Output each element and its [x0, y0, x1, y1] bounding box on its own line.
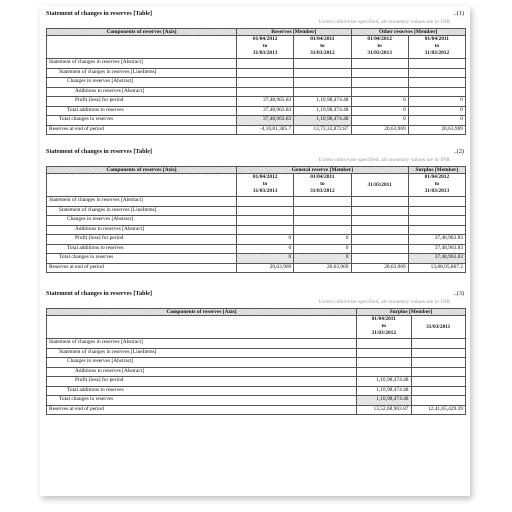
reserves-table-2 — [46, 166, 466, 273]
row-label: Profit (loss) for period — [47, 377, 357, 387]
document-page — [40, 6, 470, 496]
table-title: Statement of changes in reserves [Table] — [46, 10, 153, 17]
table-row — [47, 59, 466, 69]
reserves-table-3 — [46, 308, 466, 415]
cell-value: 0 — [351, 116, 408, 126]
group-header: Surplus [Member] — [357, 309, 466, 316]
row-label: Statement of changes in reserves [Abstract] — [47, 197, 237, 207]
row-label: Reserves at end of period — [47, 405, 357, 415]
row-label: Total changes in reserves — [47, 116, 237, 126]
table-row — [47, 367, 466, 377]
table-row — [47, 68, 466, 78]
row-label: Profit (loss) for period — [47, 235, 237, 245]
table-row — [47, 106, 466, 116]
axis-header: Components of reserves [Axis] — [47, 29, 237, 36]
date-header: 01/04/2012 to 31/03/2013 — [237, 36, 294, 59]
row-label: Total changes in reserves — [47, 254, 237, 264]
row-label: Profit (loss) for period — [47, 97, 237, 107]
date-row — [47, 174, 466, 197]
row-label: Changes in reserves [Abstract] — [47, 78, 237, 88]
date-header-blank — [47, 36, 237, 59]
date-header: 01/04/2012 to 31/03/2013 — [237, 174, 294, 197]
table-row — [47, 254, 466, 264]
cell-value: 13,73,32,872.87 — [294, 125, 351, 135]
cell-value: 20,63,969 — [237, 263, 294, 273]
date-row — [47, 36, 466, 59]
reserves-section-3 — [46, 290, 466, 415]
section-header — [46, 10, 466, 25]
cell-value: 0 — [237, 254, 294, 264]
cell-value: 0 — [237, 235, 294, 245]
cell-value: 0 — [294, 235, 351, 245]
cell-value: 1,10,98,474.48 — [294, 106, 351, 116]
date-header: 01/04/2011 to 31/03/2012 — [294, 36, 351, 59]
cell-value: 37,48,963.83 — [237, 116, 294, 126]
reserves-section-2 — [46, 148, 466, 273]
table-row — [47, 386, 466, 396]
cell-value: 1,10,98,474.48 — [294, 97, 351, 107]
table-row — [47, 206, 466, 216]
cell-value: 37,48,963.83 — [408, 235, 465, 245]
row-label: Total additions to reserves — [47, 244, 237, 254]
table-row — [47, 396, 466, 406]
row-label: Total changes in reserves — [47, 396, 357, 406]
section-header — [46, 290, 466, 305]
cell-value: -4,10,81,385.7 — [237, 125, 294, 135]
table-number: ..(3) — [453, 290, 464, 297]
cell-value: 1,10,98,474.48 — [357, 396, 412, 406]
group-header: General reserve [Member] — [237, 167, 409, 174]
cell-value: 37,48,963.83 — [408, 244, 465, 254]
row-label: Reserves at end of period — [47, 125, 237, 135]
cell-value: 0 — [237, 244, 294, 254]
row-label: Additions to reserves [Abstract] — [47, 367, 357, 377]
cell-value: 20,63,969 — [294, 263, 351, 273]
cell-value: 13,88,95,867.2 — [408, 263, 465, 273]
table-number: ..(2) — [453, 148, 464, 155]
table-row — [47, 235, 466, 245]
currency-note: Unless otherwise specified, all monetary values are in INR — [318, 19, 450, 25]
table-row — [47, 225, 466, 235]
table-row — [47, 125, 466, 135]
date-header-blank — [47, 316, 357, 339]
cell-value — [351, 244, 408, 254]
axis-header: Components of reserves [Axis] — [47, 167, 237, 174]
table-row — [47, 87, 466, 97]
table-row — [47, 339, 466, 349]
cell-value: 12,41,65,429.39 — [411, 405, 466, 415]
row-label: Statement of changes in reserves [Abstract] — [47, 59, 237, 69]
table-row — [47, 377, 466, 387]
cell-value — [411, 396, 466, 406]
reserves-section-1 — [46, 10, 466, 135]
currency-note: Unless otherwise specified, all monetary values are in INR — [318, 157, 450, 163]
cell-value: 0 — [408, 97, 465, 107]
cell-value: 0 — [408, 106, 465, 116]
cell-value: 1,10,98,474.48 — [357, 386, 412, 396]
table-row — [47, 358, 466, 368]
row-label: Statement of changes in reserves [Abstract] — [47, 339, 357, 349]
table-title: Statement of changes in reserves [Table] — [46, 148, 153, 155]
row-label: Changes in reserves [Abstract] — [47, 358, 357, 368]
cell-value: 0 — [294, 244, 351, 254]
table-row — [47, 405, 466, 415]
group-header: Reserves [Member] — [237, 29, 352, 36]
row-label: Statement of changes in reserves [LineItems] — [47, 68, 237, 78]
date-header: 01/04/2011 to 31/03/2012 — [357, 316, 412, 339]
axis-header: Components of reserves [Axis] — [47, 309, 357, 316]
group-header: Surplus [Member] — [408, 167, 465, 174]
table-row — [47, 97, 466, 107]
reserves-table-1 — [46, 28, 466, 135]
table-row — [47, 244, 466, 254]
table-row — [47, 116, 466, 126]
cell-value — [411, 386, 466, 396]
cell-value: 0 — [294, 254, 351, 264]
cell-value: 13,52,68,903.87 — [357, 405, 412, 415]
row-label: Additions to reserves [Abstract] — [47, 225, 237, 235]
row-label: Changes in reserves [Abstract] — [47, 216, 237, 226]
cell-value: 20,63,969 — [351, 263, 408, 273]
cell-value: 20,63,969 — [351, 125, 408, 135]
cell-value: 37,48,963.83 — [237, 106, 294, 116]
cell-value: 0 — [351, 97, 408, 107]
date-header-blank — [47, 174, 237, 197]
header-row — [47, 309, 466, 316]
date-row — [47, 316, 466, 339]
table-number: ..(1) — [453, 10, 464, 17]
table-row — [47, 216, 466, 226]
table-row — [47, 348, 466, 358]
cell-value: 0 — [351, 106, 408, 116]
cell-value: 1,10,98,474.48 — [357, 377, 412, 387]
cell-value — [411, 377, 466, 387]
cell-value — [351, 235, 408, 245]
cell-value — [351, 254, 408, 264]
cell-value: 37,48,963.83 — [237, 97, 294, 107]
date-header: 01/04/2012 to 31/03/2013 — [408, 174, 465, 197]
group-header: Other reserves [Member] — [351, 29, 466, 36]
table-row — [47, 78, 466, 88]
section-header — [46, 148, 466, 163]
date-header: 31/03/2011 — [411, 316, 466, 339]
row-label: Total additions to reserves — [47, 106, 237, 116]
row-label: Additions to reserves [Abstract] — [47, 87, 237, 97]
currency-note: Unless otherwise specified, all monetary values are in INR — [318, 299, 450, 305]
header-row — [47, 167, 466, 174]
date-header: 01/04/2011 to 31/03/2012 — [294, 174, 351, 197]
cell-value: 37,48,963.83 — [408, 254, 465, 264]
table-title: Statement of changes in reserves [Table] — [46, 290, 153, 297]
row-label: Total additions to reserves — [47, 386, 357, 396]
row-label: Reserves at end of period — [47, 263, 237, 273]
date-header: 01/04/2011 to 31/03/2012 — [408, 36, 465, 59]
cell-value: 0 — [408, 116, 465, 126]
table-row — [47, 197, 466, 207]
row-label: Statement of changes in reserves [LineItems] — [47, 206, 237, 216]
date-header: 31/03/2011 — [351, 174, 408, 197]
row-label: Statement of changes in reserves [LineItems] — [47, 348, 357, 358]
cell-value: 1,10,98,474.48 — [294, 116, 351, 126]
date-header: 01/04/2012 to 31/03/2013 — [351, 36, 408, 59]
cell-value: 20,63,969 — [408, 125, 465, 135]
table-row — [47, 263, 466, 273]
header-row — [47, 29, 466, 36]
